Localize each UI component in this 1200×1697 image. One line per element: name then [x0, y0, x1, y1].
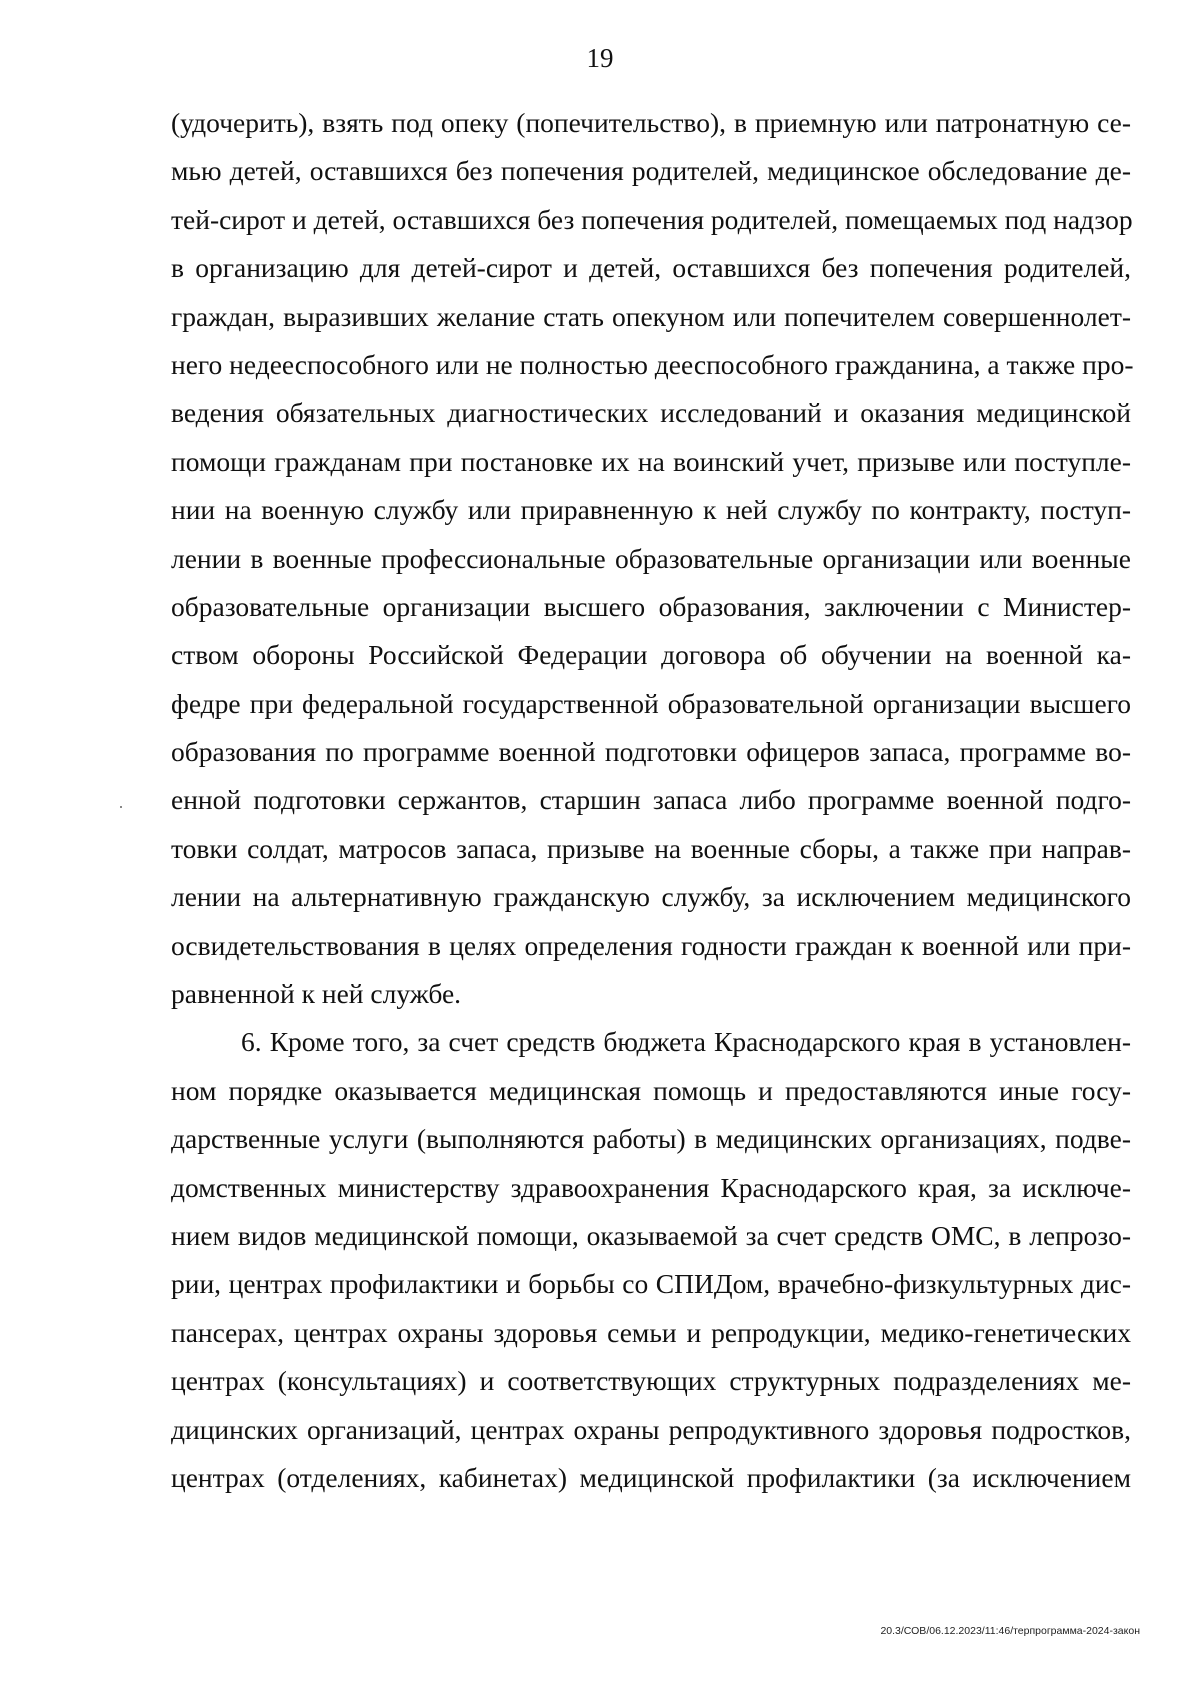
text-line: освидетельствования в целях определения годности граждан к военной или при- [171, 929, 1131, 961]
text-line: ведения обязательных диагностических исследований и оказания медицинской [171, 397, 1131, 429]
text-line: образования по программе военной подготовки офицеров запаса, программе во- [171, 736, 1131, 768]
text-line: помощи гражданам при постановке их на воинский учет, призыве или поступле- [171, 445, 1131, 477]
text-line: 6. Кроме того, за счет средств бюджета Краснодарского края в установлен- [241, 1026, 1131, 1058]
text-line: центрах (отделениях, кабинетах) медицинской профилактики (за исключением [171, 1461, 1131, 1493]
text-line: центрах (консультациях) и соответствующих структурных подразделениях ме- [171, 1365, 1131, 1397]
page-number: 19 [586, 43, 614, 73]
text-line: образовательные организации высшего образования, заключении с Министер- [171, 590, 1131, 622]
text-line: тей-сирот и детей, оставшихся без попечения родителей, помещаемых под надзор [171, 203, 1133, 235]
text-line: лении в военные профессиональные образовательные организации или военные [171, 542, 1131, 574]
paragraph-1 [171, 99, 1134, 1018]
paragraph-2 [171, 1018, 1131, 1502]
text-line: дицинских организаций, центрах охраны репродуктивного здоровья подростков, [171, 1413, 1131, 1445]
body-text [171, 99, 1134, 1502]
text-line: енной подготовки сержантов, старшин запаса либо программе военной подго- [171, 784, 1131, 816]
text-line: домственных министерству здравоохранения Краснодарского края, за исключе- [171, 1171, 1131, 1203]
text-line: мью детей, оставшихся без попечения родителей, медицинское обследование де- [171, 155, 1131, 187]
text-line: нии на военную службу или приравненную к ней службу по контракту, поступ- [171, 494, 1131, 526]
text-line: нием видов медицинской помощи, оказываемой за счет средств ОМС, в лепрозо- [171, 1219, 1131, 1251]
text-line: рии, центрах профилактики и борьбы со СПИДом, врачебно-физкультурных дис- [171, 1268, 1131, 1300]
document-footer-stamp: 20.3/СОВ/06.12.2023/11:46/терпрограмма-2024-закон [880, 1625, 1140, 1637]
text-line: в организацию для детей-сирот и детей, оставшихся без попечения родителей, [171, 252, 1131, 284]
text-line: равненной к ней службе. [171, 978, 462, 1010]
text-line: пансерах, центрах охраны здоровья семьи и репродукции, медико-генетических [171, 1316, 1131, 1348]
text-line: лении на альтернативную гражданскую службу, за исключением медицинского [171, 881, 1131, 913]
text-line: дарственные услуги (выполняются работы) в медицинских организациях, подве- [171, 1123, 1131, 1155]
text-line: ном порядке оказывается медицинская помощь и предоставляются иные госу- [171, 1074, 1131, 1106]
text-line: граждан, выразивших желание стать опекуном или попечителем совершеннолет- [171, 300, 1131, 332]
text-line: (удочерить), взять под опеку (попечительство), в приемную или патронатную се- [171, 107, 1131, 138]
scan-margin-dot [120, 806, 122, 808]
text-line: федре при федеральной государственной образовательной организации высшего [171, 687, 1131, 719]
text-line: ством обороны Российской Федерации договора об обучении на военной ка- [171, 639, 1131, 671]
text-line: товки солдат, матросов запаса, призыве на военные сборы, а также при направ- [171, 832, 1131, 864]
text-line: него недееспособного или не полностью дееспособного гражданина, а также про- [171, 348, 1134, 380]
